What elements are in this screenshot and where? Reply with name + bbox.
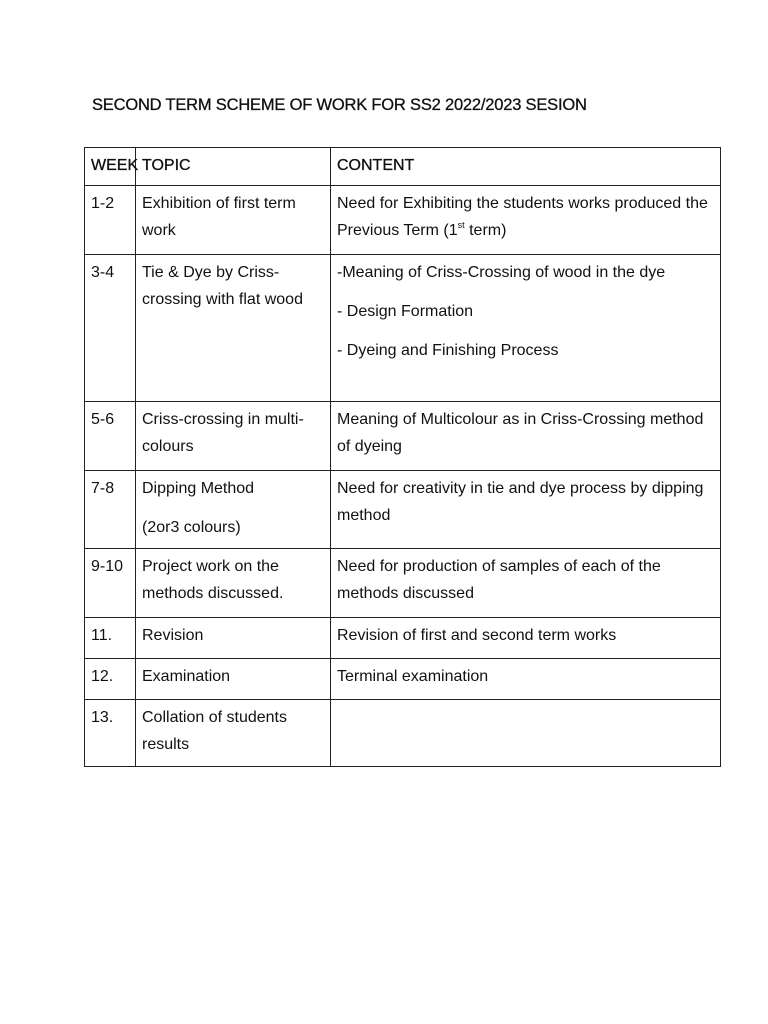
topic-cell: Revision bbox=[136, 618, 331, 659]
table-row bbox=[85, 402, 721, 471]
topic-cell: Tie & Dye by Criss-crossing with flat wood bbox=[136, 255, 331, 402]
week-cell: 5-6 bbox=[85, 402, 136, 471]
content-cell: Meaning of Multicolour as in Criss-Crossing method of dyeing bbox=[331, 402, 721, 471]
week-cell: 13. bbox=[85, 700, 136, 767]
week-cell: 9-10 bbox=[85, 549, 136, 618]
content-cell bbox=[331, 700, 721, 767]
content-line-dyeing: - Dyeing and Finishing Process bbox=[337, 342, 559, 359]
topic-line-colours: (2or3 colours) bbox=[142, 519, 241, 536]
table-row bbox=[85, 186, 721, 255]
week-cell: 1-2 bbox=[85, 186, 136, 255]
content-cell bbox=[331, 186, 721, 255]
content-line-meaning: -Meaning of Criss-Crossing of wood in the dye bbox=[337, 264, 666, 281]
scheme-of-work-table bbox=[84, 147, 721, 767]
content-cell: Need for creativity in tie and dye process by dipping method bbox=[331, 471, 721, 549]
content-text-end: term) bbox=[464, 222, 507, 239]
content-text: Need for Exhibiting the students works produced the Previous Term (1 bbox=[337, 195, 708, 239]
topic-cell: Project work on the methods discussed. bbox=[136, 549, 331, 618]
topic-line-method: Dipping Method bbox=[142, 480, 255, 497]
topic-cell: Exhibition of first term work bbox=[136, 186, 331, 255]
week-cell: 12. bbox=[85, 659, 136, 700]
topic-cell: Criss-crossing in multi-colours bbox=[136, 402, 331, 471]
content-cell bbox=[331, 255, 721, 402]
topic-cell bbox=[136, 471, 331, 549]
table-row bbox=[85, 618, 721, 659]
header-topic: TOPIC bbox=[136, 148, 331, 186]
table-row bbox=[85, 700, 721, 767]
header-content: CONTENT bbox=[331, 148, 721, 186]
week-cell: 7-8 bbox=[85, 471, 136, 549]
topic-cell: Collation of students results bbox=[136, 700, 331, 767]
week-cell: 3-4 bbox=[85, 255, 136, 402]
content-cell: Revision of first and second term works bbox=[331, 618, 721, 659]
ordinal-superscript: st bbox=[457, 220, 465, 230]
table-row bbox=[85, 471, 721, 549]
header-week: WEEK bbox=[85, 148, 136, 186]
content-cell: Need for production of samples of each of the methods discussed bbox=[331, 549, 721, 618]
week-cell: 11. bbox=[85, 618, 136, 659]
topic-cell: Examination bbox=[136, 659, 331, 700]
table-row bbox=[85, 549, 721, 618]
table-row bbox=[85, 255, 721, 402]
table-header-row bbox=[85, 148, 721, 186]
table-row bbox=[85, 659, 721, 700]
content-line-design: - Design Formation bbox=[337, 303, 474, 320]
content-cell: Terminal examination bbox=[331, 659, 721, 700]
document-title: SECOND TERM SCHEME OF WORK FOR SS2 2022/2023 SESION bbox=[92, 96, 587, 114]
